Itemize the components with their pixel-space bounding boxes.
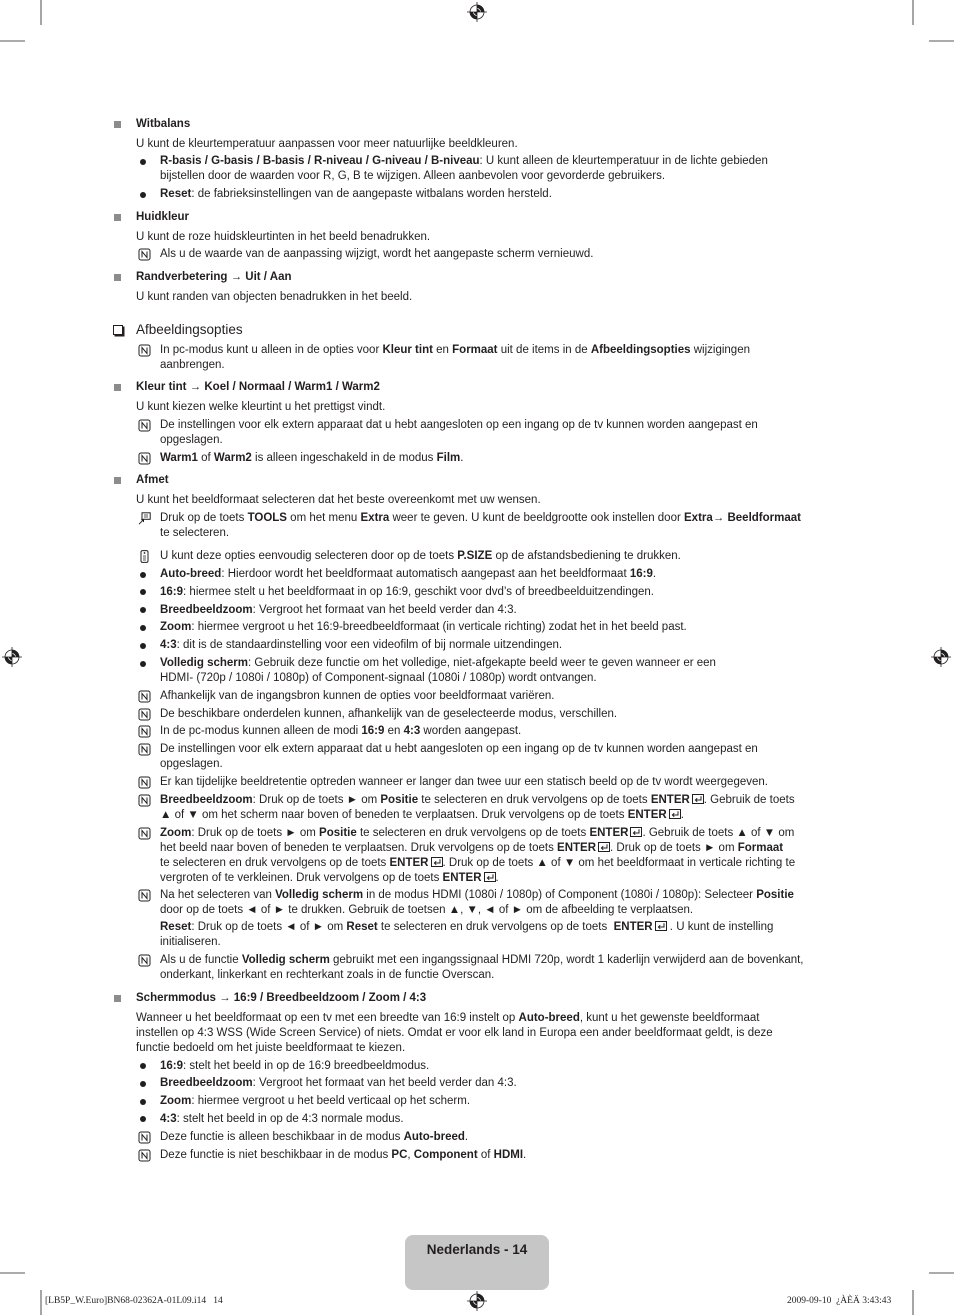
text-run: . [464,1130,469,1143]
text-run: gebruikt met een ingangssignaal HDMI 720p, wordt 1 kaderlijn verwijderd aan de bovenkant, [329,954,804,967]
sub-heading [136,473,854,488]
bullet-dot-icon [140,159,146,165]
text-line [160,656,854,671]
note-item [136,775,854,790]
text-line [136,290,854,305]
text-line [160,526,854,541]
bold-run: 4:3 [160,639,177,652]
text-line [136,400,854,415]
bold-run: 4:3 [403,725,421,738]
text-line [160,903,854,918]
text-run: initialiseren. [160,936,221,949]
text-line [160,451,854,466]
sub-heading [136,210,854,225]
text-line [160,247,854,262]
text-run: bijstellen door de waarden voor R, G, B te wijzigen. Alleen aanbevolen voor gevorderde gebruikers. [160,170,666,183]
bold-run: 16:9 [361,725,385,738]
text-line [160,968,854,983]
text-line [160,671,854,686]
bold-run: Breedbeeldzoom [160,1077,253,1090]
note-item [136,247,854,262]
bold-run: TOOLS [247,512,287,525]
sub-heading [136,270,854,285]
note-icon [138,1131,151,1144]
text-run: . U kunt de instelling [666,921,774,934]
text-run: en [432,343,453,356]
text-line [160,638,854,653]
bullet-item [136,1076,854,1091]
text-run: te selecteren en druk vervolgens op de toets [418,793,651,806]
text-run: aanbrengen. [160,358,225,371]
text-line [160,1130,854,1145]
text-line [136,1041,854,1056]
bullet-item [136,1059,854,1074]
text-line [160,826,854,841]
text-run: : Hierdoor wordt het beeldformaat automatisch aangepast aan het beeldformaat [221,568,630,581]
text-run: te selecteren en druk vervolgens op de toets [377,921,614,934]
tools-icon [138,512,151,525]
bullet-dot-icon [140,625,146,631]
text-run: Afbeeldingsopties [136,321,243,337]
text-run: : hiermee vergroot u het 16:9-breedbeeldformaat (in verticale richting) zodat het in het beeld past. [191,621,687,634]
bullet-dot-icon [140,1081,146,1087]
text-run: . Gebruik de toets [703,793,795,806]
bold-run: ENTER [389,856,429,869]
bullet-item [136,656,854,686]
text-line [160,871,854,886]
remote-tip [136,549,854,564]
text-run: Als u de functie [160,954,242,967]
bold-run: P.SIZE [457,550,493,563]
square-bullet-icon [114,214,121,221]
text-run: HDMI- (720p / 1080i / 1080p) of Component-signaal (1080i / 1080p) wordt ontvangen. [160,672,597,685]
text-run: U kunt kiezen welke kleurtint u het prettigst vindt. [136,401,386,414]
bold-run: ENTER [613,921,653,934]
text-line [160,418,854,433]
bold-run: ENTER [557,841,597,854]
bold-run: Extra [360,512,390,525]
text-line [160,1094,854,1109]
bold-run: Formaat [452,343,498,356]
bold-run: Warm1 [160,451,198,464]
bold-run: Kleur tint [136,381,187,394]
bold-run: HDMI [493,1148,524,1161]
bold-run: 16:9 [629,568,653,581]
text-line [160,775,854,790]
note-item [136,888,854,918]
text-run: het beeld naar boven of beneden te verplaatsen. Druk vervolgens op de toets [160,841,558,854]
bold-run: Positie [380,793,419,806]
tools-tip [136,511,854,541]
text-run: worden aangepast. [420,725,522,738]
text-run: onderkant, linkerkant en rechterkant zoals in de functie Overscan. [160,969,495,982]
bold-run: PC [391,1148,408,1161]
text-run: Druk op de toets [160,512,248,525]
note-icon [138,827,151,840]
bullet-dot-icon [140,661,146,667]
note-item [136,689,854,704]
note-item [136,451,854,466]
text-run: : hiermee stelt u het beeldformaat in op 16:9, geschikt voor dvd’s of breedbeelduitzendingen. [183,585,654,598]
text-line [160,920,854,935]
text-run: : dit is de standaardinstelling voor een videofilm of bij normale uitzendingen. [176,639,563,652]
text-run: . [495,871,499,884]
remote-icon [138,550,151,563]
body-text [136,230,854,245]
bullet-item [136,585,854,600]
bold-run: Auto-breed [518,1011,580,1024]
text-line [160,433,854,448]
bullet-dot-icon [140,1116,146,1122]
text-line [160,888,854,903]
text-run: U kunt het beeldformaat selecteren dat het beste overeenkomt met uw wensen. [136,494,541,507]
bold-run: Witbalans [136,117,191,130]
square-bullet-icon [114,995,121,1002]
bold-run: Koel / Normaal / Warm1 / Warm2 [204,381,380,394]
text-run: te selecteren. [160,527,230,540]
note-icon [138,419,151,432]
bold-run: Uit / Aan [245,270,292,283]
enter-icon [598,842,610,852]
text-run: : Druk op de toets ► om [252,793,381,806]
bold-run: 16:9 [160,1059,184,1072]
text-run: instellen op 4:3 WSS (Wide Screen Service) of niets. Omdat er voor elk land in Europa een ander beeldformaat geldt, is deze [136,1026,773,1039]
text-run: → [215,991,234,1004]
square-bullet-icon [114,274,121,281]
bullet-dot-icon [140,643,146,649]
bold-run: ENTER [627,808,667,821]
text-line [160,154,854,169]
text-run: opgeslagen. [160,434,223,447]
text-run: : Druk op de toets ◄ of ► om [191,921,347,934]
text-line [160,1059,854,1074]
bold-run: Reset [160,188,192,201]
note-item [136,793,854,823]
text-run: De instellingen voor elk extern apparaat dat u hebt aangesloten op een ingang op de tv kunnen worden aangepast en [160,419,758,432]
text-run: → [712,512,728,525]
text-line [160,724,854,739]
text-run: Deze functie is alleen beschikbaar in de modus [160,1130,404,1143]
text-line [160,689,854,704]
text-run: op de afstandsbediening te drukken. [492,550,681,563]
bold-run: Formaat [737,841,784,854]
note-icon [138,954,151,967]
enter-icon [655,921,667,931]
note-icon [138,1149,151,1162]
text-line [160,935,854,950]
bullet-dot-icon [140,192,146,198]
bold-run: Zoom [160,621,192,634]
text-run: : stelt het beeld in op de 16:9 breedbeeldmodus. [183,1059,430,1072]
bold-run: Reset [346,921,378,934]
bold-run: Volledig scherm [241,954,330,967]
note-icon [138,889,151,902]
bullet-item [136,1094,854,1109]
text-line [160,953,854,968]
bold-run: Zoom [160,1095,192,1108]
text-run: . [460,451,464,464]
text-run: In pc-modus kunt u alleen in de opties voor [160,343,383,356]
text-line [136,991,854,1006]
body-text [136,400,854,415]
text-run: . [652,568,657,581]
note-icon [138,690,151,703]
bold-run: Randverbetering [136,270,228,283]
text-run: door op de toets ◄ of ► te drukken. Gebruik de toetsen ▲, ▼, ◄ of ► om de afbeelding te verplaatsen. [160,904,694,917]
bullet-dot-icon [140,607,146,613]
text-line [136,493,854,508]
bold-run: R-basis / G-basis / B-basis / R-niveau / G-niveau / B-niveau [160,155,480,168]
bold-run: Breedbeeldzoom [160,793,253,806]
text-run: opgeslagen. [160,758,223,771]
text-line [160,742,854,757]
body-text [136,137,854,152]
text-run: De beschikbare onderdelen kunnen, afhankelijk van de geselecteerde modus, verschillen. [160,707,618,720]
note-item [136,343,854,373]
bold-run: 16:9 / Breedbeeldzoom / Zoom / 4:3 [233,991,427,1004]
text-line [136,1026,854,1041]
text-line [160,841,854,856]
enter-icon [431,857,443,867]
text-line [160,549,854,564]
body-text [136,1011,854,1056]
text-run: → [227,270,246,283]
bold-run: Extra [684,512,713,525]
square-bullet-icon [114,477,121,484]
text-run: . Druk op de toets ► om [610,841,738,854]
text-line [160,707,854,722]
note-icon [138,743,151,756]
bullet-item [136,620,854,635]
text-run: : de fabrieksinstellingen van de aangepaste witbalans worden hersteld. [191,188,552,201]
note-icon [138,708,151,721]
bold-run: Afbeeldingsopties [590,343,691,356]
text-run: , kunt u het gewenste beeldformaat [579,1011,760,1024]
bold-run: Film [436,451,461,464]
text-run: . [680,808,684,821]
text-line [136,270,854,285]
bullet-item [136,1112,854,1127]
sub-heading [136,991,854,1006]
bold-run: Auto-breed [160,568,222,581]
text-line [160,603,854,618]
text-run: weer te geven. U kunt de beeldgrootte ook instellen door [389,512,684,525]
text-run: is alleen ingeschakeld in de modus [251,451,437,464]
body-text [136,493,854,508]
text-run: in de modus HDMI (1080i / 1080p) of Component (1080i / 1080p): Selecteer [363,889,757,902]
bold-run: Positie [319,826,357,839]
note-icon [138,248,151,261]
bold-run: ENTER [589,826,629,839]
text-line [160,585,854,600]
bold-run: Auto-breed [403,1130,465,1143]
text-run: of [197,451,214,464]
bold-run: ENTER [650,793,690,806]
text-run: en [384,725,404,738]
bold-run: ENTER [442,871,482,884]
text-line [160,511,854,526]
note-item [136,826,854,886]
text-run: U kunt randen van objecten benadrukken in het beeld. [136,290,413,303]
text-line [160,793,854,808]
bullet-item [136,567,854,582]
bold-run: Breedbeeldzoom [160,603,253,616]
body-text [136,290,854,305]
text-line [160,1112,854,1127]
text-run: : Vergroot het formaat van het beeld verder dan 4:3. [252,603,517,616]
note-icon [138,776,151,789]
box-bullet-icon [113,325,123,335]
text-line [160,169,854,184]
note-item [136,707,854,722]
text-run: . Gebruik de toets ▲ of ▼ om [642,826,795,839]
text-line [160,856,854,871]
bullet-dot-icon [140,1063,146,1069]
note-icon [138,452,151,465]
note-icon [138,794,151,807]
bold-run: Zoom [160,826,192,839]
note-icon [138,725,151,738]
bullet-dot-icon [140,1099,146,1105]
text-run: Afhankelijk van de ingangsbron kunnen de opties voor beeldformaat variëren. [160,689,555,702]
bold-run: Warm2 [213,451,252,464]
bold-run: Component [413,1148,478,1161]
text-line [136,473,854,488]
bold-run: Reset [160,921,192,934]
sub-heading [136,117,854,132]
text-line [160,358,854,373]
note-item [136,418,854,448]
bold-run: Volledig scherm [275,889,364,902]
text-line [136,117,854,132]
text-run: te selecteren en druk vervolgens op de toets [356,826,590,839]
text-run: De instellingen voor elk extern apparaat dat u hebt aangesloten op een ingang op de tv kunnen worden aangepast en [160,743,758,756]
enter-icon [692,794,704,804]
note-icon [138,344,151,357]
bold-run: Positie [756,889,794,902]
text-run: : Vergroot het formaat van het beeld verder dan 4:3. [252,1077,517,1090]
text-run: : Gebruik deze functie om het volledige, niet-afgekapte beeld weer te geven wanneer er een [247,657,716,670]
text-run: U kunt de kleurtemperatuur aanpassen voor meer natuurlijke beeldkleuren. [136,137,518,150]
text-run: : stelt het beeld in op de 4:3 normale modus. [176,1112,404,1125]
text-run: Na het selecteren van [160,889,276,902]
text-line [160,187,854,202]
text-line [136,137,854,152]
text-run: U kunt deze opties eenvoudig selecteren door op de toets [160,550,458,563]
bold-run: Volledig scherm [160,657,248,670]
continuation-text [136,920,854,950]
text-run: . Druk op de toets ▲ of ▼ om het beeldformaat in verticale richting te [442,856,796,869]
enter-icon [669,809,681,819]
bold-run: Huidkleur [136,210,190,223]
registration-mark-bottom [467,1291,487,1311]
enter-icon [630,827,642,837]
text-run: U kunt de roze huidskleurtinten in het beeld benadrukken. [136,230,431,243]
enter-icon [484,872,496,882]
text-run: vergroten of te verkleinen. Druk vervolgens op de toets [160,871,443,884]
text-line [160,808,854,823]
text-run: om het menu [286,512,361,525]
note-item [136,742,854,772]
square-bullet-icon [114,384,121,391]
text-line [136,210,854,225]
text-run: functie bedoeld om het juiste beeldformaat te kiezen. [136,1041,406,1054]
text-run: Er kan tijdelijke beeldretentie optreden wanneer er langer dan twee uur een statisch beeld op de tv wordt weergegeven. [160,776,768,789]
text-run: te selecteren en druk vervolgens op de toets [160,856,390,869]
square-bullet-icon [114,121,121,128]
note-item [136,1148,854,1163]
text-run: : hiermee vergroot u het beeld verticaal op het scherm. [191,1095,471,1108]
text-run: : Druk op de toets ► om [191,826,320,839]
bold-run: Kleur tint [382,343,433,356]
bullet-item [136,154,854,184]
text-line [160,343,854,358]
registration-mark-right [931,647,951,667]
bullet-item [136,187,854,202]
text-run: In de pc-modus kunnen alleen de modi [160,725,362,738]
text-run: , [407,1148,414,1161]
sub-heading [136,380,854,395]
bold-run: Afmet [136,474,169,487]
bold-run: Schermmodus [136,991,216,1004]
manual-content [136,109,854,1163]
text-line [160,620,854,635]
text-line [160,567,854,582]
page-number-box [405,1235,549,1290]
section-heading [136,322,854,337]
text-run: uit de items in de [497,343,591,356]
bold-run: 4:3 [160,1112,177,1125]
text-line [136,1011,854,1026]
text-run: Als u de waarde van de aanpassing wijzigt, wordt het aangepaste scherm vernieuwd. [160,248,594,261]
text-line [160,1076,854,1091]
registration-mark-left [2,647,22,667]
note-item [136,724,854,739]
text-run: Wanneer u het beeldformaat op een tv met een breedte van 16:9 instelt op [136,1011,519,1024]
text-line [136,230,854,245]
bullet-dot-icon [140,572,146,578]
bullet-item [136,638,854,653]
text-run: : U kunt alleen de kleurtemperatuur in de lichte gebieden [479,155,768,168]
text-line [136,380,854,395]
print-job-info: [LB5P_W.Euro]BN68-02362A-01L09.i14 14 [45,1296,223,1306]
text-run: wijzigingen [690,343,750,356]
text-run: Deze functie is niet beschikbaar in de modus [160,1148,392,1161]
note-item [136,953,854,983]
page-label: Nederlands - 14 [426,1242,528,1257]
text-line [136,322,854,337]
bold-run: 16:9 [160,585,184,598]
text-run: ▲ of ▼ om het scherm naar boven of beneden te verplaatsen. Druk vervolgens op de toets [160,808,628,821]
text-line [160,757,854,772]
text-run: . [523,1148,527,1161]
text-run: of [477,1148,494,1161]
bullet-item [136,603,854,618]
text-run: → [186,381,205,394]
text-line [160,1148,854,1163]
print-timestamp: 2009-09-10 ¿ÀÈÄ 3:43:43 [787,1296,892,1306]
bullet-dot-icon [140,589,146,595]
registration-mark-top [467,2,487,22]
note-item [136,1130,854,1145]
bold-run: Beeldformaat [727,512,801,525]
